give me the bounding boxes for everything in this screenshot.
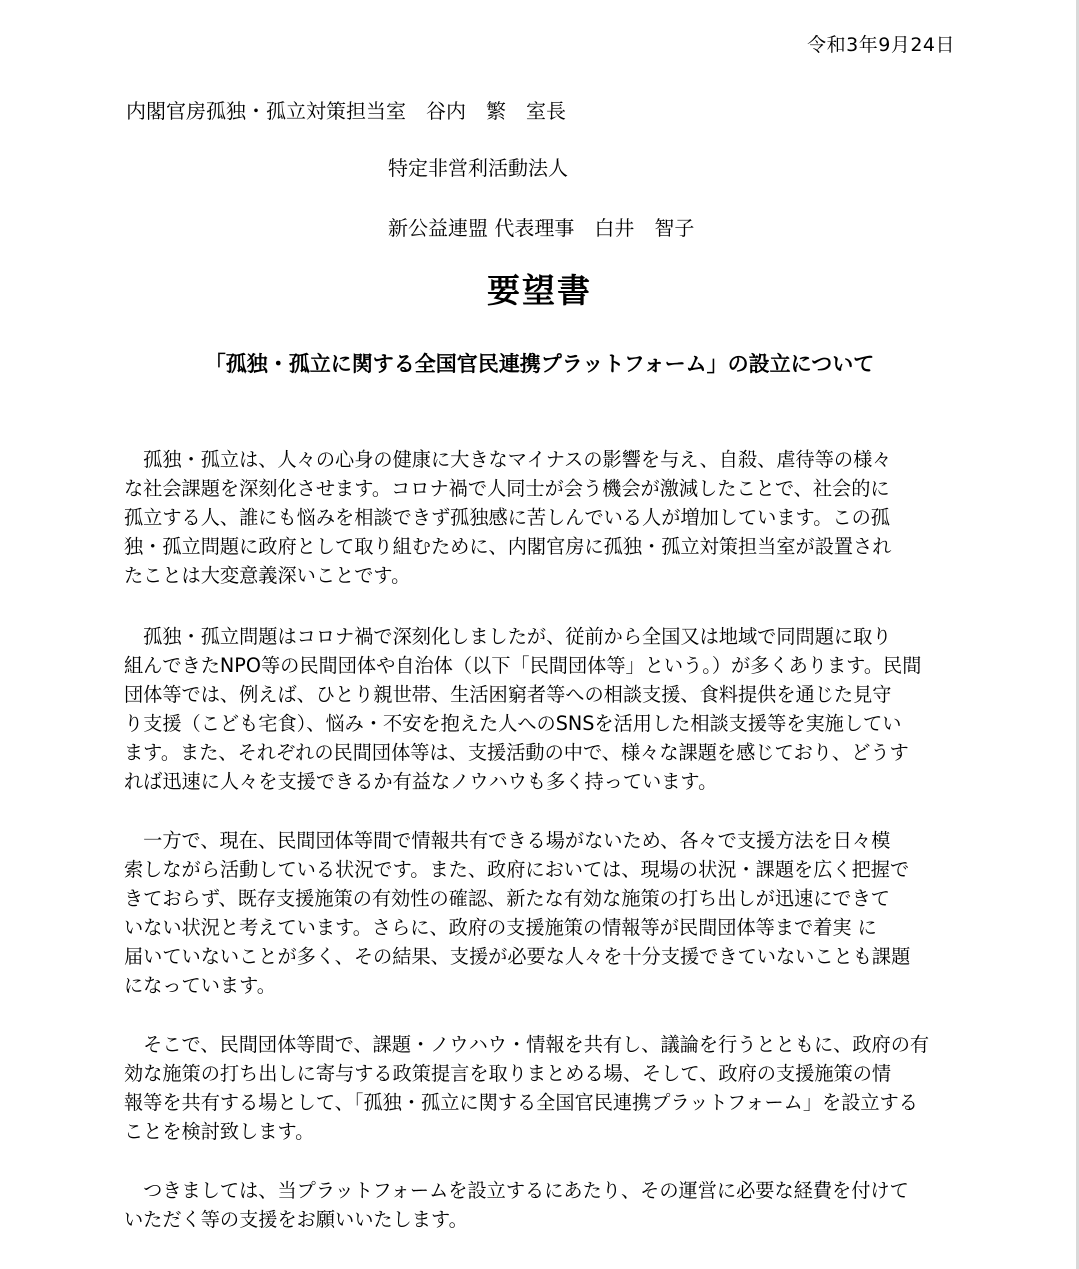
body-paragraph-2 bbox=[124, 622, 956, 796]
paragraph-line: そこで、民間団体等間で、課題・ノウハウ・情報を共有し、議論を行うとともに、政府の有 bbox=[124, 1033, 930, 1056]
paragraph-line: 報等を共有する場として、「孤独・孤立に関する全国官民連携プラットフォーム」を設立する bbox=[124, 1091, 918, 1114]
paragraph-line: きておらず、既存支援施策の有効性の確認、新たな有効な施策の打ち出しが迅速にできて bbox=[124, 887, 890, 910]
body-paragraph-3 bbox=[124, 826, 956, 1000]
document-subtitle: 「孤独・孤立に関する全国官民連携プラットフォーム」の設立について bbox=[204, 352, 875, 376]
paragraph-line: な社会課題を深刻化させます。コロナ禍で人同士が会う機会が激減したことで、社会的に bbox=[124, 477, 890, 500]
document-date: 令和3年9月24日 bbox=[807, 34, 955, 56]
paragraph-line: 孤独・孤立は、人々の心身の健康に大きなマイナスの影響を与え、自殺、虐待等の様々 bbox=[124, 448, 892, 471]
body-paragraph-4 bbox=[124, 1030, 956, 1146]
paragraph-line: 独・孤立問題に政府として取り組むために、内閣官房に孤独・孤立対策担当室が設置され bbox=[124, 535, 892, 558]
paragraph-line: 孤立する人、誰にも悩みを相談できず孤独感に苦しんでいる人が増加しています。この孤 bbox=[124, 506, 890, 529]
paragraph-line: れば迅速に人々を支援できるか有益なノウハウも多く持っています。 bbox=[124, 770, 718, 793]
body-paragraph-1 bbox=[124, 445, 956, 590]
document-title: 要望書 bbox=[487, 271, 592, 310]
paragraph-line: り支援（こども宅食）、悩み・不安を抱えた人へのSNSを活用した相談支援等を実施してい bbox=[124, 712, 902, 735]
paragraph-line: 索しながら活動している状況です。また、政府においては、現場の状況・課題を広く把握で bbox=[124, 858, 910, 881]
sender-organization: 特定非営利活動法人 bbox=[388, 156, 568, 180]
paragraph-line: 届いていないことが多く、その結果、支援が必要な人々を十分支援できていないことも課題 bbox=[124, 945, 911, 968]
recipient-line: 内閣官房孤独・孤立対策担当室 谷内 繁 室長 bbox=[126, 99, 566, 123]
sender-name: 新公益連盟 代表理事 白井 智子 bbox=[388, 216, 695, 240]
paragraph-line: になっています。 bbox=[124, 974, 276, 997]
paragraph-line: 一方で、現在、民間団体等間で情報共有できる場がないため、各々で支援方法を日々模 bbox=[124, 829, 891, 852]
body-paragraph-5 bbox=[124, 1176, 956, 1234]
paragraph-line: いただく等の支援をお願いいたします。 bbox=[124, 1208, 468, 1231]
paragraph-line: たことは大変意義深いことです。 bbox=[124, 564, 411, 587]
paragraph-line: つきましては、当プラットフォームを設立するにあたり、その運営に必要な経費を付けて bbox=[124, 1179, 909, 1202]
paragraph-line: 効な施策の打ち出しに寄与する政策提言を取りまとめる場、そして、政府の支援施策の情 bbox=[124, 1062, 892, 1085]
paragraph-line: 団体等では、例えば、ひとり親世帯、生活困窮者等への相談支援、食料提供を通じた見守 bbox=[124, 683, 892, 706]
paragraph-line: ます。また、それぞれの民間団体等は、支援活動の中で、様々な課題を感じており、どうす bbox=[124, 741, 909, 764]
paragraph-line: いない状況と考えています。さらに、政府の支援施策の情報等が民間団体等まで着実 に bbox=[124, 916, 877, 939]
paragraph-line: ことを検討致します。 bbox=[124, 1120, 315, 1143]
paragraph-line: 孤独・孤立問題はコロナ禍で深刻化しましたが、従前から全国又は地域で同問題に取り bbox=[124, 625, 892, 648]
paragraph-line: 組んできたNPO等の民間団体や自治体（以下「民間団体等」という。）が多くあります。民間 bbox=[124, 654, 922, 677]
